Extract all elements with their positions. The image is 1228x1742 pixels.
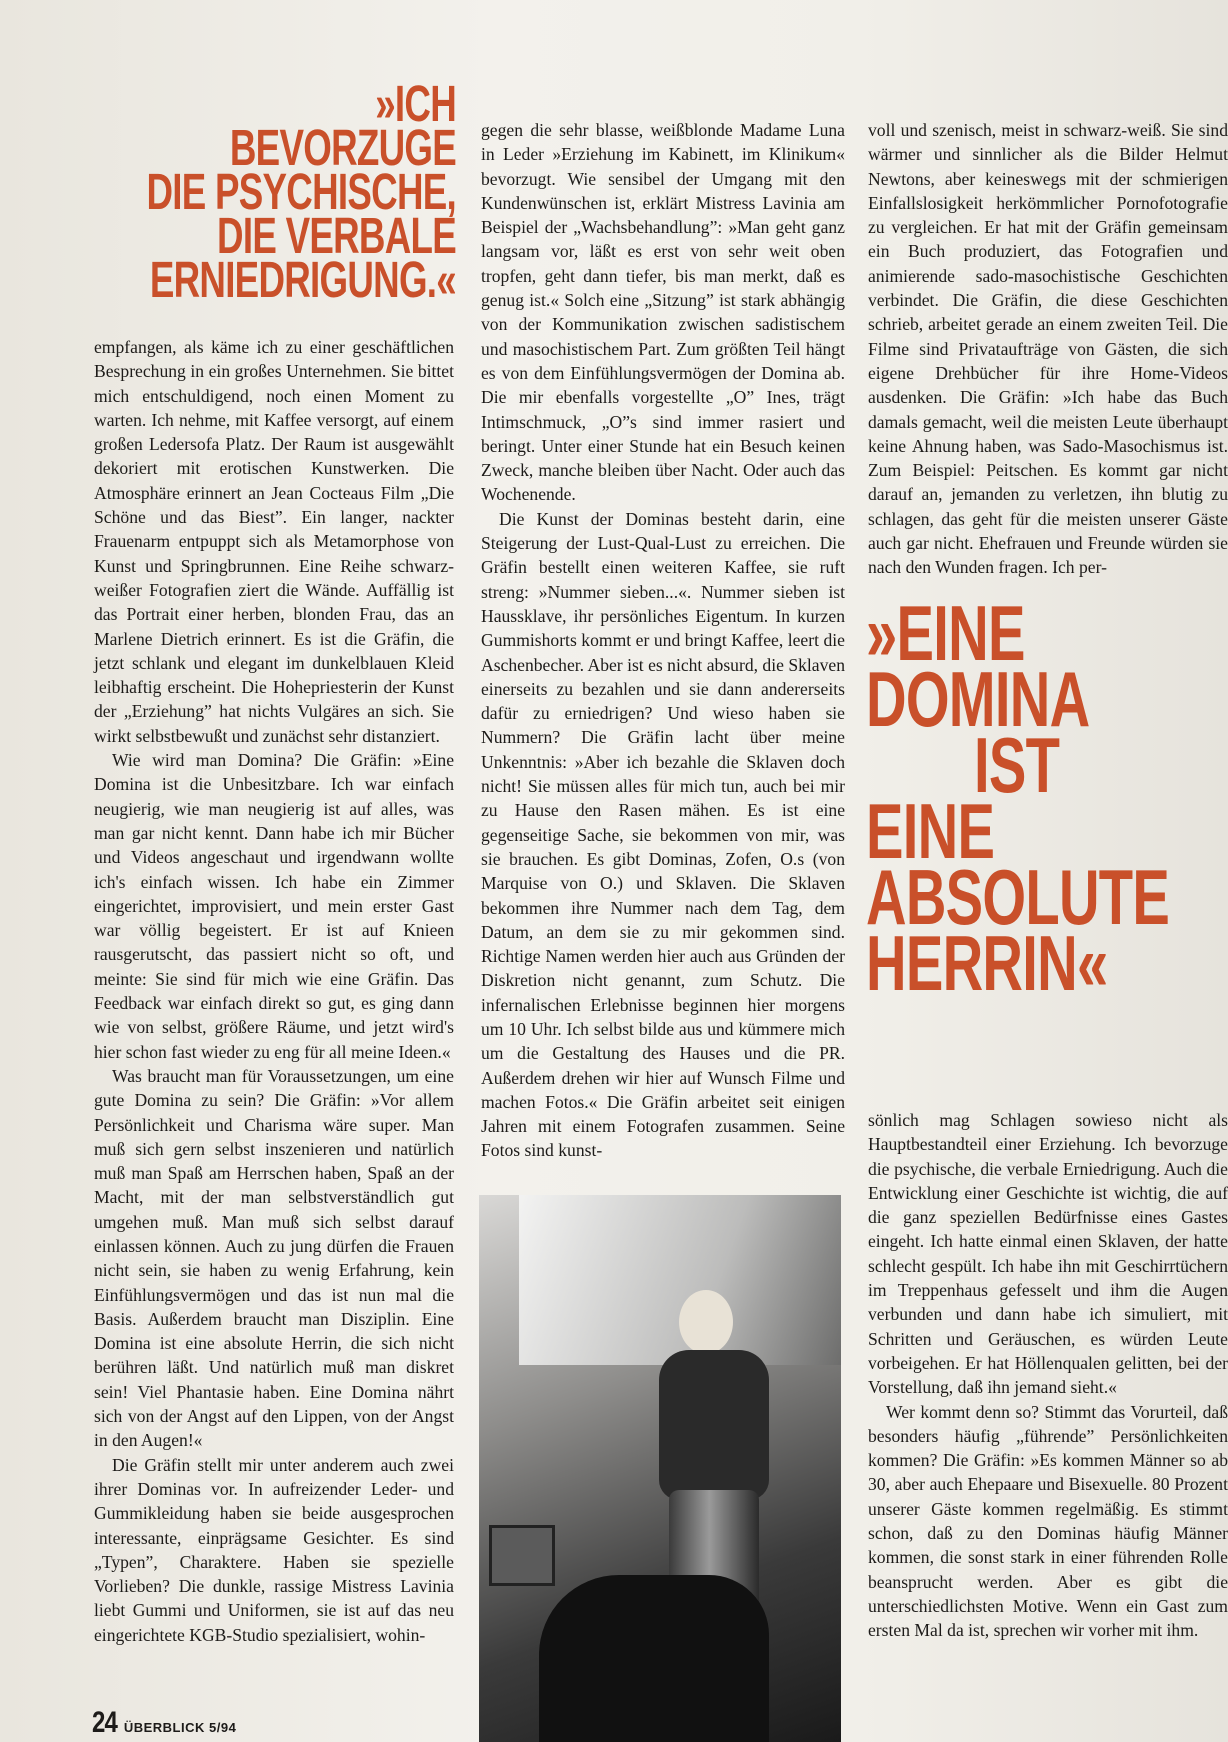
article-column-3-top	[868, 118, 1228, 580]
paragraph: Wer kommt denn so? Stimmt das Vorurteil, daß besonders häufig „führende” Persönlichkeiten kommen? Die Gräfin: »Es kommen Männer so ab 30, aber auch Ehepaare und Bisexuelle. 80 Prozent unserer Gäste kommen regelmäßig. Es stimmt schon, daß zu den Dominas häufig Männer kommen, die sonst stark in einer führenden Rolle beansprucht werden. Aber es gibt die unterschiedlichsten Motive. Wenn ein Gast zum ersten Mal da ist, sprechen wir vorher mit ihm.	[868, 1401, 1228, 1641]
pull-quote-line: »EINE	[866, 589, 1025, 677]
article-column-2	[481, 118, 845, 1163]
paragraph: Die Gräfin stellt mir unter anderem auch zwei ihrer Dominas vor. In aufreizender Leder- und Gummikleidung haben sie beide ausgesprochen interessante, einprägsame Gesichter. Es sind „Typen”, Charaktere. Haben sie spezielle Vorlieben? Die dunkle, rassige Mistress Lavinia liebt Gummi und Uniformen, sie ist auf das neu eingerichtete KGB-Studio spezialisiert, wohin-	[94, 1454, 454, 1645]
paragraph: Wie wird man Domina? Die Gräfin: »Eine Domina ist die Unbesitzbare. Ich war einfach neugierig, wie man neugierig ist auf alles, was man gar nicht kennt. Dann habe ich mir Bücher und Videos angeschaut und irgendwann wollte ich's einfach wissen. Ich habe ein Zimmer eingerichtet, improvisiert, und mein erster Gast war völlig begeistert. Er ist auf Knieen rausgerutscht, das passiert nicht so oft, und meinte: Sie sind für mich wie eine Gräfin. Das Feedback war einfach direkt so gut, es ging dann wie von selbst, größere Räume, und jetzt wird's hier schon fast wieder zu eng für all meine Ideen.«	[94, 750, 454, 1062]
photo-kneeling-figure	[539, 1575, 769, 1742]
pull-quote-line: ABSOLUTE	[866, 853, 1170, 941]
pull-quote-line: »ICH	[375, 75, 456, 132]
pull-quote-line: DOMINA	[866, 655, 1090, 743]
paragraph: voll und szenisch, meist in schwarz-weiß. Sie sind wärmer und sinnlicher als die Bilder Helmut Newtons, aber keineswegs mit der schmierigen Einfallslosigkeit herkömmlicher Pornofotografie zu vergleichen. Er hat mit der Gräfin gemeinsam ein Buch produziert, das Fotografien und animierende sado-masochistische Geschichten verbindet. Die Gräfin, die diese Geschichten schrieb, arbeitet gerade an einem zweiten Teil. Die Filme sind Privataufträge von Gästen, die sich eigene Drehbücher für ihre Home-Videos ausdenken. Die Gräfin: »Ich habe das Buch damals gemacht, weil die meisten Leute überhaupt keine Ahnung haben, was Sado-Masochismus ist. Zum Beispiel: Peitschen. Es kommt gar nicht darauf an, jemanden zu verletzen, ihn blutig zu schlagen, das geht für die meisten unserer Gäste auch gar nicht. Ehefrauen und Freunde würden sie nach den Wunden fragen. Ich per-	[868, 120, 1228, 578]
article-photo	[479, 1195, 841, 1742]
pull-quote-line: IST	[974, 721, 1060, 809]
pull-quote-line: EINE	[866, 787, 995, 875]
pull-quote-line: HERRIN«	[866, 919, 1108, 1007]
pull-quote-line: DIE VERBALE	[217, 207, 456, 264]
pull-quote-bottom	[866, 589, 1170, 1007]
paragraph: gegen die sehr blasse, weißblonde Madame Luna in Leder »Erziehung im Kabinett, im Klinikum« bevorzugt. Wie sensibel der Umgang mit den Kundenwünschen ist, erklärt Mistress Lavinia am Beispiel der „Wachsbehandlung”: »Man geht ganz langsam vor, läßt es erst von sehr weit oben tropfen, geht dann tiefer, bis man merkt, daß es genug ist.« Solch eine „Sitzung” ist stark abhängig von der Kommunikation zwischen sadistischem und masochistischem Part. Zum größten Teil hängt es von dem Einfühlungsvermögen der Domina ab. Die mir ebenfalls vorgestellte „O” Ines, trägt Intimschmuck, „O”s sind immer rasiert und beringt. Unter einer Stunde hat ein Besuch keinen Zweck, manche bleiben über Nacht. Oder auch das Wochenende.	[481, 120, 845, 505]
page-footer	[92, 1706, 236, 1740]
paragraph: Die Kunst der Dominas besteht darin, eine Steigerung der Lust-Qual-Lust zu erreichen. Die Gräfin bestellt einen weiteren Kaffee, sie ruft streng: »Nummer sieben...«. Nummer sieben ist Haussklave, ihr persönliches Eigentum. In kurzen Gummishorts kommt er und bringt Kaffee, leert die Aschenbecher. Aber ist es nicht absurd, die Sklaven einerseits zu bezahlen und sie dann andererseits dafür zu erniedrigen? Und wieso haben sie Nummern? Die Gräfin lacht über meine Unkenntnis: »Aber ich bezahle die Sklaven doch nicht! Sie müssen alles für mich tun, auch bei mir zu Hause den Rasen mähen. Es ist eine gegenseitige Sache, sie bekommen von mir, was sie brauchen. Es gibt Dominas, Zofen, O.s (von Marquise von O.) und Sklaven. Die Sklaven bekommen ihre Nummer nach dem Tag, dem Datum, an dem sie zu mir gekommen sind. Richtige Namen werden hier auch aus Gründen der Diskretion nicht genannt, zum Schutz. Die infernalischen Erlebnisse beginnen hier morgens um 10 Uhr. Ich selbst bilde aus und kümmere mich um die Gestaltung des Hauses und die PR. Außerdem drehen wir hier auf Wunsch Filme und machen Fotos.« Die Gräfin arbeitet seit einigen Jahren mit einem Fotografen zusammen. Seine Fotos sind kunst-	[481, 508, 845, 1161]
magazine-issue: ÜBERBLICK 5/94	[123, 1720, 237, 1735]
paragraph: Was braucht man für Voraussetzungen, um eine gute Domina zu sein? Die Gräfin: »Vor allem Persönlichkeit und Charisma wäre super. Man muß sich gern selbst inszenieren und natürlich muß man Spaß am Herrschen haben, Spaß an der Macht, mit der man selbstverständlich gut umgehen muß. Man muß sich selbst darauf einlassen können. Auch zu jung dürfen die Frauen nicht sein, sie haben zu wenig Erfahrung, kein Einfühlungsvermögen und das ist nun mal die Basis. Außerdem braucht man Disziplin. Eine Domina ist eine absolute Herrin, die sich nicht berühren läßt. Und natürlich muß man diskret sein! Viel Phantasie haben. Eine Domina nährt sich von der Angst auf den Lippen, von der Angst in den Augen!«	[94, 1065, 454, 1451]
article-column-3-bottom	[868, 1108, 1228, 1643]
pull-quote-top	[96, 75, 457, 308]
page-number: 24	[92, 1706, 118, 1739]
pull-quote-line: ERNIEDRIGUNG.«	[149, 251, 457, 308]
paragraph: sönlich mag Schlagen sowieso nicht als Hauptbestandteil einer Erziehung. Ich bevorzuge die psychische, die verbale Erniedrigung. Auch die Entwicklung einer Geschichte ist wichtig, die auf die ganz speziellen Bedürfnisse eines Gastes eingeht. Ich hatte einmal einen Sklaven, der hatte schlecht gespült. Ich habe ihn mit Geschirrtüchern im Treppenhaus gefesselt und ihm die Augen verbunden und dann habe ich simuliert, mit Schritten und Geräuschen, es würden Leute vorbeigehen. Er hat Höllenqualen gelitten, bei der Vorstellung, daß ihn jemand sieht.«	[868, 1110, 1228, 1398]
article-column-1	[94, 335, 454, 1647]
photo-figure-head	[679, 1290, 733, 1354]
pull-quote-line: DIE PSYCHISCHE,	[146, 163, 456, 220]
pull-quote-line: BEVORZUGE	[229, 119, 456, 176]
photo-figure-torso	[659, 1350, 769, 1500]
paragraph: empfangen, als käme ich zu einer geschäftlichen Besprechung in ein großes Unternehmen. Sie bittet mich entschuldigend, noch einen Moment zu warten. Ich nehme, mit Kaffee versorgt, auf einem großen Ledersofa Platz. Der Raum ist ausgewählt dekoriert mit erotischen Kunstwerken. Die Atmosphäre erinnert an Jean Cocteaus Film „Die Schöne und das Biest”. Ein langer, nackter Frauenarm entpuppt sich als Metamorphose von Kunst und Springbrunnen. Eine Reihe schwarz-weißer Fotografien ziert die Wände. Auffällig ist das Portrait einer herben, blonden Frau, das an Marlene Dietrich erinnert. Es ist die Gräfin, die jetzt schlank und elegant im dunkelblauen Kleid leibhaftig erscheint. Die Hohepriesterin der Kunst der „Erziehung” hat nichts Vulgäres an sich. Sie wirkt selbstbewußt und zunächst sehr distanziert.	[94, 337, 454, 746]
photo-television	[489, 1525, 555, 1586]
